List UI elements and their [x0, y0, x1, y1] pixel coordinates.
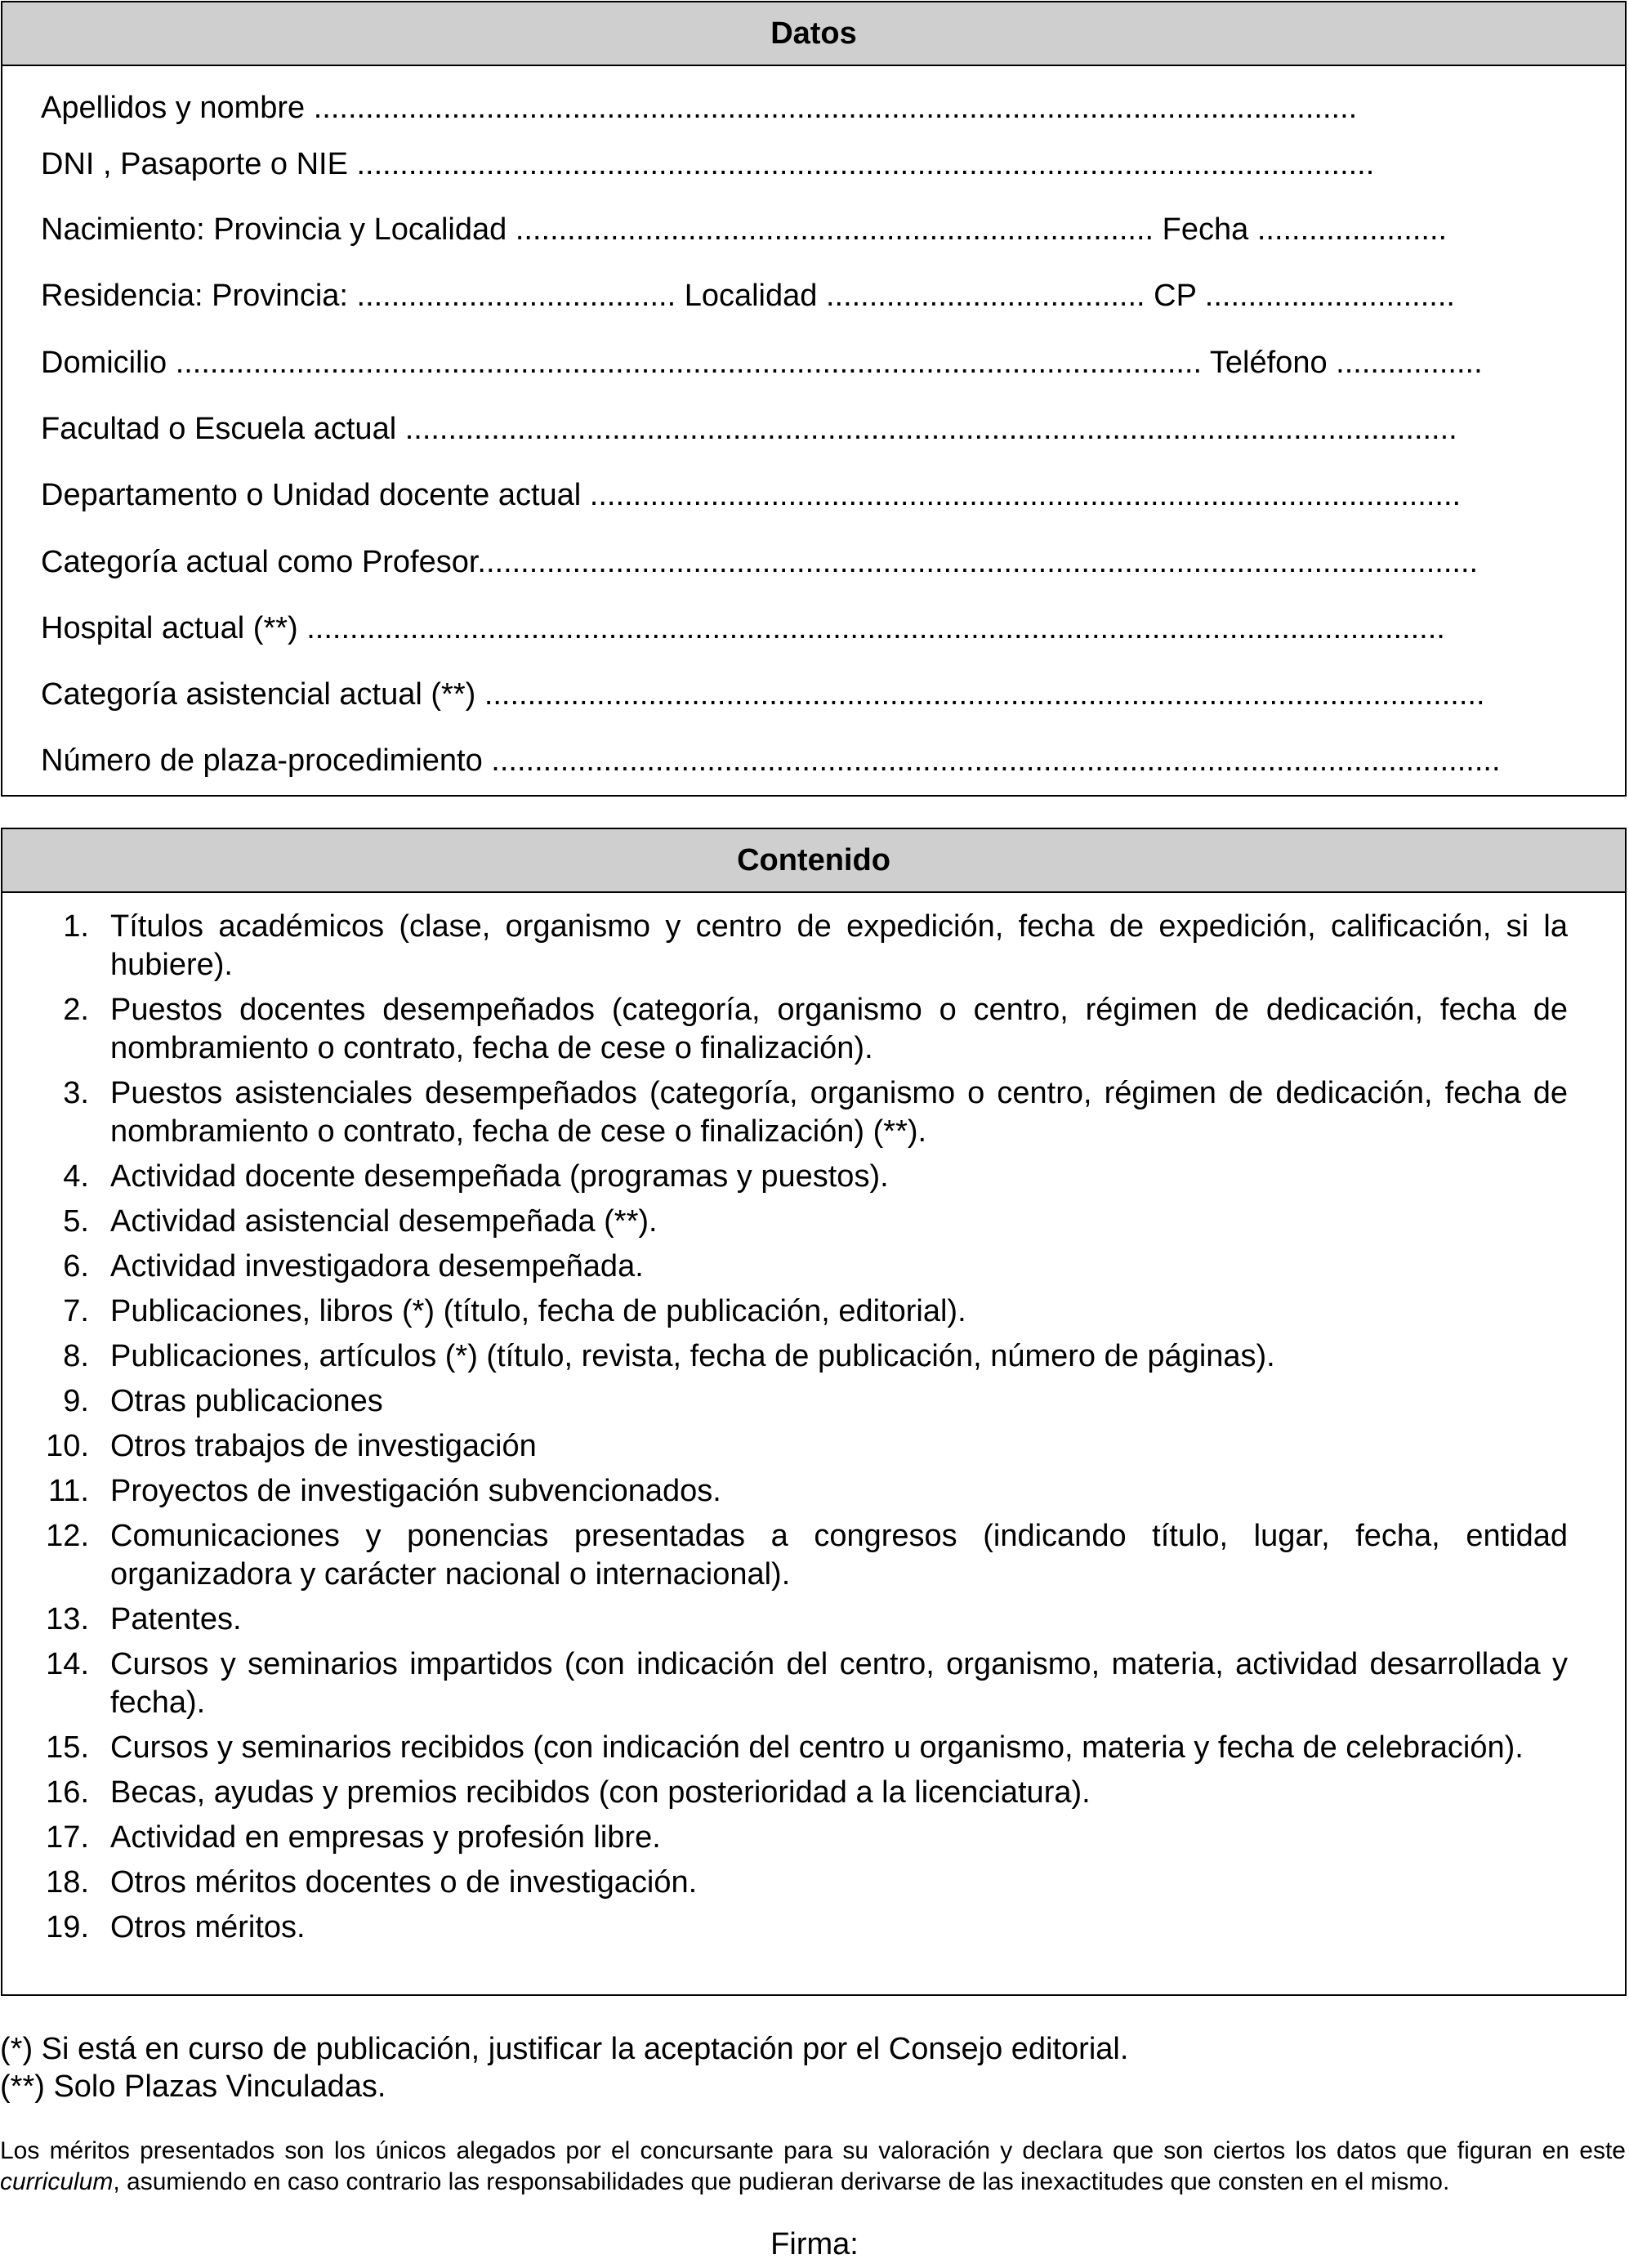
list-item-number: 8. [63, 1339, 89, 1373]
list-item-text: Títulos académicos (clase, organismo y centro de expedición, fecha de expedición, calificación, si la hubiere). [110, 909, 1568, 982]
list-item [27, 1203, 1568, 1241]
contenido-header: Contenido [2, 829, 1625, 893]
list-item-text: Puestos asistenciales desempeñados (categoría, organismo o centro, régimen de dedicación, fecha de nombramiento o contrato, fecha de cese o finalización) (**). [110, 1076, 1568, 1149]
field-domicilio-telefono[interactable]: Domicilio ....................................................................................................................... Teléfono ................. [41, 346, 1483, 380]
list-item [27, 1909, 1568, 1947]
list-item-text: Otros méritos docentes o de investigación. [110, 1865, 698, 1900]
list-item-text: Actividad en empresas y profesión libre. [110, 1820, 661, 1855]
list-item-text: Cursos y seminarios recibidos (con indicación del centro u organismo, materia y fecha de celebración). [110, 1730, 1524, 1765]
list-item-text: Comunicaciones y ponencias presentadas a congresos (indicando título, lugar, fecha, entidad organizadora y carácter nacional o internacional). [110, 1519, 1568, 1592]
field-categoria-profesor[interactable]: Categoría actual como Profesor.................................................................................................................... [41, 545, 1479, 579]
field-apellidos-nombre[interactable]: Apellidos y nombre ......................................................................................................................... [41, 91, 1358, 125]
list-item-text: Otros trabajos de investigación [110, 1429, 537, 1463]
list-item-number: 17. [46, 1820, 89, 1855]
list-item-text: Actividad docente desempeñada (programas y puestos). [110, 1159, 889, 1194]
list-item-number: 10. [46, 1429, 89, 1463]
list-item-number: 11. [47, 1474, 89, 1508]
list-item-number: 16. [46, 1775, 89, 1810]
field-departamento[interactable]: Departamento o Unidad docente actual ..................................................................................................... [41, 478, 1462, 512]
list-item [27, 1645, 1568, 1722]
list-item-text: Cursos y seminarios impartidos (con indicación del centro, organismo, materia, actividad desarrollada y fecha). [110, 1647, 1568, 1720]
list-item-number: 12. [46, 1519, 89, 1553]
field-hospital[interactable]: Hospital actual (**) .................................................................................................................................... [41, 611, 1445, 645]
field-facultad-escuela[interactable]: Facultad o Escuela actual .......................................................................................................................... [41, 412, 1457, 446]
list-item [27, 1819, 1568, 1857]
list-item [27, 1774, 1568, 1812]
legal-text-start: Los méritos presentados son los únicos alegados por el concursante para su valoración y declara que son ciertos los datos que figuran en este [0, 2137, 1626, 2164]
field-numero-plaza[interactable]: Número de plaza-procedimiento ..................................................................................................................... [41, 743, 1501, 778]
list-item [27, 1248, 1568, 1286]
list-item-text: Actividad asistencial desempeñada (**). [110, 1204, 658, 1239]
field-dni-pasaporte-nie[interactable]: DNI , Pasaporte o NIE ...................................................................................................................... [41, 147, 1375, 181]
list-item-text: Patentes. [110, 1602, 242, 1636]
footnote-publication: (*) Si está en curso de publicación, justificar la aceptación por el Consejo editorial. [0, 2032, 1129, 2066]
datos-header: Datos [2, 2, 1625, 66]
list-item-number: 15. [46, 1730, 89, 1765]
list-item [27, 1601, 1568, 1639]
list-item [27, 1729, 1568, 1767]
list-item-text: Publicaciones, artículos (*) (título, revista, fecha de publicación, número de páginas). [110, 1339, 1275, 1373]
list-item-text: Publicaciones, libros (*) (título, fecha de publicación, editorial). [110, 1294, 966, 1328]
field-nacimiento[interactable]: Nacimiento: Provincia y Localidad .......................................................................... Fecha ...................... [41, 212, 1448, 247]
list-item-number: 6. [63, 1249, 89, 1284]
list-item [27, 1382, 1568, 1421]
list-item-number: 1. [63, 909, 89, 944]
list-item-number: 3. [63, 1076, 89, 1110]
list-item-text: Becas, ayudas y premios recibidos (con posterioridad a la licenciatura). [110, 1775, 1091, 1810]
list-item-number: 4. [63, 1159, 89, 1194]
list-item-number: 14. [46, 1647, 89, 1681]
list-item [27, 1427, 1568, 1466]
list-item [27, 908, 1568, 984]
field-residencia[interactable]: Residencia: Provincia: ..................................... Localidad ..................................... CP ............................. [41, 279, 1455, 313]
legal-text-italic: curriculum [0, 2168, 114, 2195]
datos-section [1, 1, 1627, 797]
list-item [27, 1292, 1568, 1331]
list-item [27, 1337, 1568, 1376]
list-item [27, 1517, 1568, 1594]
contenido-list [2, 893, 1625, 1947]
list-item [27, 991, 1568, 1068]
list-item-text: Otras publicaciones [110, 1384, 383, 1418]
list-item [27, 1158, 1568, 1196]
list-item-text: Otros méritos. [110, 1910, 306, 1944]
list-item-number: 2. [63, 993, 89, 1027]
list-item-text: Proyectos de investigación subvencionados. [110, 1474, 721, 1508]
list-item-number: 7. [63, 1294, 89, 1328]
list-item [27, 1472, 1568, 1511]
list-item [27, 1864, 1568, 1902]
list-item-number: 9. [63, 1384, 89, 1418]
signature-label: Firma: [770, 2227, 859, 2261]
list-item-text: Puestos docentes desempeñados (categoría, organismo o centro, régimen de dedicación, fecha de nombramiento o contrato, fecha de cese o finalización). [110, 993, 1568, 1065]
list-item-number: 13. [46, 1602, 89, 1636]
list-item [27, 1074, 1568, 1151]
list-item-number: 5. [63, 1204, 89, 1239]
legal-declaration [0, 2136, 1626, 2198]
field-categoria-asistencial[interactable]: Categoría asistencial actual (**) .................................................................................................................... [41, 677, 1485, 712]
footnote-plazas-vinculadas: (**) Solo Plazas Vinculadas. [0, 2069, 386, 2104]
list-item-number: 18. [46, 1865, 89, 1900]
list-item-text: Actividad investigadora desempeñada. [110, 1249, 644, 1284]
list-item-number: 19. [46, 1910, 89, 1944]
legal-text-end: , asumiendo en caso contrario las responsabilidades que pudieran derivarse de las inexactitudes que consten en el mismo. [113, 2168, 1450, 2195]
contenido-section [1, 828, 1627, 1996]
